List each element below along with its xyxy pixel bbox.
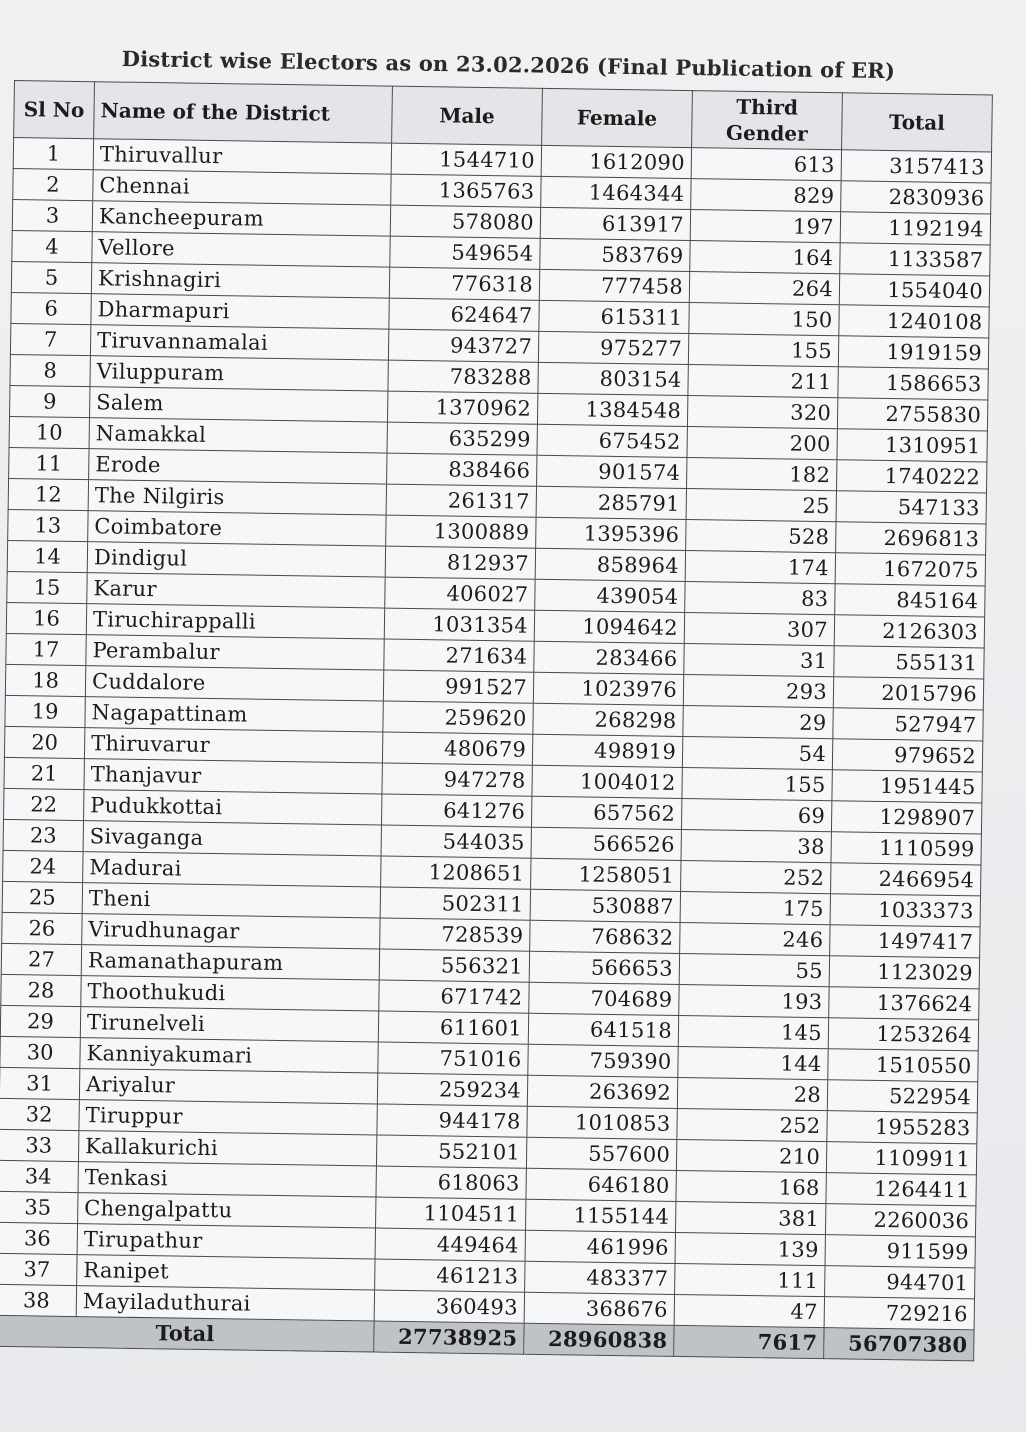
electors-table (0, 80, 993, 1361)
cell-district-name: Sivaganga (83, 821, 381, 856)
cell-third-gender: 293 (683, 675, 833, 708)
cell-total: 1110599 (831, 832, 981, 865)
cell-sl-no: 19 (5, 695, 85, 727)
cell-sl-no: 30 (0, 1036, 80, 1068)
cell-total: 845164 (835, 584, 985, 617)
cell-sl-no: 29 (0, 1005, 80, 1037)
cell-female: 657562 (531, 796, 681, 829)
cell-male: 552101 (376, 1135, 526, 1168)
cell-district-name: Namakkal (89, 418, 387, 453)
cell-total: 2830936 (841, 181, 991, 214)
cell-district-name: Ariyalur (79, 1069, 377, 1104)
cell-male: 783288 (388, 360, 538, 393)
cell-third-gender: 83 (685, 582, 835, 615)
cell-sl-no: 31 (0, 1067, 80, 1099)
cell-male: 991527 (383, 670, 533, 703)
cell-total: 1497417 (830, 925, 980, 958)
cell-total: 547133 (836, 491, 986, 524)
cell-female: 1464344 (541, 176, 691, 209)
cell-male: 812937 (385, 546, 535, 579)
cell-district-name: Ranipet (77, 1255, 375, 1290)
cell-district-name: Theni (82, 883, 380, 918)
cell-male: 544035 (381, 825, 531, 858)
cell-third-gender: 150 (689, 303, 839, 336)
cell-total: 1919159 (838, 336, 988, 369)
cell-female: 498919 (532, 734, 682, 767)
cell-third-gender: 829 (691, 179, 841, 212)
cell-third-gender: 168 (676, 1170, 826, 1203)
cell-district-name: Tenkasi (78, 1162, 376, 1197)
cell-total: 911599 (825, 1235, 975, 1268)
cell-male: 1031354 (384, 608, 534, 641)
cell-sl-no: 24 (3, 850, 83, 882)
header-total: Total (842, 93, 993, 152)
cell-male: 406027 (385, 577, 535, 610)
cell-district-name: Krishnagiri (91, 263, 389, 298)
cell-sl-no: 33 (0, 1129, 79, 1161)
cell-female: 615311 (539, 300, 689, 333)
cell-male: 728539 (380, 918, 530, 951)
cell-female: 1395396 (536, 517, 686, 550)
cell-sl-no: 9 (10, 385, 90, 417)
cell-district-name: Tiruppur (79, 1100, 377, 1135)
cell-district-name: Kallakurichi (78, 1131, 376, 1166)
cell-district-name: Tirupathur (77, 1224, 375, 1259)
cell-third-gender: 155 (688, 334, 838, 367)
cell-female: 1384548 (537, 393, 687, 426)
cell-male: 259620 (383, 701, 533, 734)
cell-male: 271634 (384, 639, 534, 672)
header-female: Female (542, 88, 693, 147)
cell-total: 1123029 (829, 956, 979, 989)
cell-sl-no: 34 (0, 1160, 78, 1192)
cell-sl-no: 35 (0, 1191, 78, 1223)
cell-male: 259234 (377, 1073, 527, 1106)
cell-female: 1155144 (525, 1199, 675, 1232)
cell-male: 1300889 (386, 515, 536, 548)
cell-third-gender: 31 (684, 644, 834, 677)
cell-district-name: Dindigul (87, 542, 385, 577)
cell-total: 1310951 (837, 429, 987, 462)
cell-total: 1109911 (826, 1142, 976, 1175)
header-district-name: Name of the District (94, 82, 393, 143)
cell-female: 704689 (529, 982, 679, 1015)
cell-sl-no: 15 (7, 571, 87, 603)
cell-third-gender: 252 (681, 860, 831, 893)
cell-third-gender: 320 (687, 396, 837, 429)
cell-district-name: Coimbatore (88, 511, 386, 546)
cell-male: 261317 (386, 484, 536, 517)
cell-district-name: Tiruchirappalli (86, 604, 384, 639)
cell-male: 624647 (389, 298, 539, 331)
cell-male: 947278 (382, 763, 532, 796)
cell-male: 618063 (376, 1166, 526, 1199)
cell-sl-no: 11 (9, 447, 89, 479)
cell-male: 1544710 (391, 143, 541, 176)
cell-third-gender: 381 (675, 1201, 825, 1234)
header-third-gender-line2: Gender (725, 120, 808, 146)
cell-third-gender: 47 (674, 1294, 824, 1327)
cell-total: 1951445 (832, 770, 982, 803)
cell-female: 483377 (525, 1261, 675, 1294)
cell-female: 557600 (526, 1137, 676, 1170)
cell-third-gender: 145 (678, 1015, 828, 1048)
cell-female: 975277 (538, 331, 688, 364)
cell-district-name: Ramanathapuram (81, 945, 379, 980)
cell-female: 858964 (535, 548, 685, 581)
cell-district-name: Thoothukudi (81, 976, 379, 1011)
cell-female: 1023976 (533, 672, 683, 705)
cell-male: 1208651 (381, 856, 531, 889)
cell-sl-no: 5 (11, 261, 91, 293)
cell-male: 944178 (377, 1104, 527, 1137)
cell-total: 1192194 (840, 212, 990, 245)
cell-female: 768632 (530, 920, 680, 953)
cell-district-name: Vellore (92, 232, 390, 267)
header-male: Male (392, 86, 543, 145)
cell-sl-no: 4 (12, 230, 92, 262)
cell-male: 671742 (379, 980, 529, 1013)
cell-total: 1586653 (838, 367, 988, 400)
cell-third-gender: 54 (682, 736, 832, 769)
cell-sl-no: 26 (2, 912, 82, 944)
cell-third-gender: 144 (678, 1046, 828, 1079)
cell-third-gender: 38 (681, 829, 831, 862)
cell-male: 1370962 (387, 391, 537, 424)
cell-sl-no: 6 (11, 292, 91, 324)
cell-male: 360493 (374, 1290, 524, 1323)
cell-district-name: Viluppuram (90, 356, 388, 391)
cell-third-gender: 264 (689, 272, 839, 305)
cell-district-name: Chengalpattu (78, 1193, 376, 1228)
cell-male: 838466 (387, 453, 537, 486)
cell-third-gender: 69 (681, 798, 831, 831)
cell-district-name: Thanjavur (84, 759, 382, 794)
cell-district-name: The Nilgiris (88, 480, 386, 515)
cell-district-name: Mayiladuthurai (76, 1286, 374, 1321)
cell-total: 1133587 (840, 243, 990, 276)
cell-district-name: Pudukkottai (84, 790, 382, 825)
cell-sl-no: 12 (8, 478, 88, 510)
cell-third-gender: 25 (686, 489, 836, 522)
cell-third-gender: 211 (688, 365, 838, 398)
cell-sl-no: 37 (0, 1253, 77, 1285)
cell-male: 449464 (375, 1228, 525, 1261)
cell-third-gender: 139 (675, 1232, 825, 1265)
table-body (0, 138, 992, 1330)
cell-female: 1258051 (531, 858, 681, 891)
cell-female: 1612090 (541, 145, 691, 178)
cell-third-gender: 528 (686, 520, 836, 553)
header-third-gender (692, 91, 843, 150)
cell-female: 461996 (525, 1230, 675, 1263)
cell-total: 555131 (834, 646, 984, 679)
cell-total: 2260036 (825, 1204, 975, 1237)
cell-total: 2696813 (836, 522, 986, 555)
cell-female: 285791 (536, 486, 686, 519)
cell-sl-no: 36 (0, 1222, 78, 1254)
cell-total: 1264411 (826, 1173, 976, 1206)
cell-third-gender: 164 (690, 241, 840, 274)
cell-district-name: Salem (89, 387, 387, 422)
cell-male: 549654 (390, 236, 540, 269)
cell-district-name: Thiruvarur (84, 728, 382, 763)
cell-sl-no: 38 (0, 1284, 77, 1316)
cell-third-gender: 613 (691, 148, 841, 181)
header-sl-no: Sl No (14, 81, 95, 139)
cell-female: 263692 (527, 1075, 677, 1108)
cell-district-name: Virudhunagar (82, 914, 380, 949)
cell-male: 578080 (390, 205, 540, 238)
cell-female: 646180 (526, 1168, 676, 1201)
header-third-gender-line1: Third (736, 94, 799, 120)
cell-male: 943727 (388, 329, 538, 362)
cell-district-name: Nagapattinam (85, 697, 383, 732)
cell-female: 1010853 (527, 1106, 677, 1139)
cell-male: 1104511 (376, 1197, 526, 1230)
cell-district-name: Chennai (93, 170, 391, 205)
cell-total: 1240108 (839, 305, 989, 338)
cell-third-gender: 246 (680, 922, 830, 955)
cell-third-gender: 197 (690, 210, 840, 243)
cell-sl-no: 32 (0, 1098, 79, 1130)
cell-female: 613917 (540, 207, 690, 240)
cell-total: 1033373 (830, 894, 980, 927)
cell-sl-no: 1 (13, 138, 93, 170)
cell-sl-no: 2 (13, 168, 93, 200)
document-title: District wise Electors as on 23.02.2026 (Final Publication of ER) (121, 46, 896, 84)
cell-third-gender: 111 (675, 1263, 825, 1296)
cell-third-gender: 200 (687, 427, 837, 460)
cell-sl-no: 22 (4, 788, 84, 820)
cell-total: 1672075 (835, 553, 985, 586)
totals-third-gender: 7617 (674, 1325, 824, 1358)
cell-total: 1554040 (839, 274, 989, 307)
cell-sl-no: 25 (2, 881, 82, 913)
cell-total: 2755830 (837, 398, 987, 431)
cell-male: 1365763 (391, 174, 541, 207)
cell-third-gender: 29 (683, 705, 833, 738)
cell-female: 759390 (528, 1044, 678, 1077)
cell-sl-no: 13 (8, 509, 88, 541)
cell-total: 527947 (833, 708, 983, 741)
cell-female: 777458 (539, 269, 689, 302)
cell-sl-no: 14 (7, 540, 87, 572)
cell-female: 1094642 (534, 610, 684, 643)
cell-total: 2466954 (831, 863, 981, 896)
totals-total: 56707380 (824, 1328, 974, 1361)
cell-third-gender: 175 (680, 891, 830, 924)
cell-female: 566526 (531, 827, 681, 860)
cell-sl-no: 20 (4, 726, 84, 758)
cell-third-gender: 28 (677, 1077, 827, 1110)
cell-female: 675452 (537, 424, 687, 457)
cell-female: 583769 (540, 238, 690, 271)
cell-third-gender: 155 (682, 767, 832, 800)
cell-total: 1298907 (831, 801, 981, 834)
cell-total: 944701 (825, 1266, 975, 1299)
cell-female: 530887 (530, 889, 680, 922)
cell-total: 3157413 (841, 150, 991, 183)
cell-female: 368676 (524, 1292, 674, 1325)
totals-label: Total (0, 1315, 374, 1352)
cell-third-gender: 182 (687, 458, 837, 491)
cell-district-name: Tirunelveli (80, 1007, 378, 1042)
cell-district-name: Erode (89, 449, 387, 484)
cell-male: 502311 (380, 887, 530, 920)
cell-total: 1955283 (827, 1111, 977, 1144)
cell-district-name: Kanniyakumari (80, 1038, 378, 1073)
cell-district-name: Karur (87, 573, 385, 608)
cell-sl-no: 21 (4, 757, 84, 789)
totals-female: 28960838 (524, 1323, 674, 1356)
cell-district-name: Kancheepuram (92, 201, 390, 236)
cell-female: 268298 (533, 703, 683, 736)
cell-district-name: Thiruvallur (93, 139, 391, 174)
cell-male: 776318 (389, 267, 539, 300)
cell-male: 480679 (382, 732, 532, 765)
cell-male: 751016 (378, 1042, 528, 1075)
cell-sl-no: 16 (6, 602, 86, 634)
cell-district-name: Perambalur (86, 635, 384, 670)
cell-sl-no: 10 (9, 416, 89, 448)
cell-third-gender: 252 (677, 1108, 827, 1141)
cell-female: 641518 (528, 1013, 678, 1046)
cell-district-name: Tiruvannamalai (90, 325, 388, 360)
cell-sl-no: 17 (6, 633, 86, 665)
cell-male: 461213 (375, 1259, 525, 1292)
cell-total: 1740222 (836, 460, 986, 493)
cell-third-gender: 307 (684, 613, 834, 646)
cell-district-name: Madurai (83, 852, 381, 887)
cell-district-name: Dharmapuri (91, 294, 389, 329)
cell-total: 979652 (832, 739, 982, 772)
cell-sl-no: 3 (12, 199, 92, 231)
cell-sl-no: 28 (1, 974, 81, 1006)
totals-male: 27738925 (374, 1321, 524, 1354)
cell-third-gender: 55 (679, 953, 829, 986)
cell-district-name: Cuddalore (85, 666, 383, 701)
cell-sl-no: 27 (1, 943, 81, 975)
cell-sl-no: 23 (3, 819, 83, 851)
cell-total: 522954 (827, 1080, 977, 1113)
cell-total: 729216 (824, 1297, 974, 1330)
cell-third-gender: 210 (676, 1139, 826, 1172)
cell-total: 1510550 (828, 1049, 978, 1082)
cell-total: 1253264 (828, 1018, 978, 1051)
cell-male: 641276 (381, 794, 531, 827)
electors-table-wrapper (0, 80, 1004, 1362)
cell-female: 566653 (529, 951, 679, 984)
cell-female: 439054 (535, 579, 685, 612)
cell-third-gender: 174 (685, 551, 835, 584)
cell-sl-no: 18 (5, 664, 85, 696)
cell-male: 635299 (387, 422, 537, 455)
cell-total: 1376624 (829, 987, 979, 1020)
cell-total: 2015796 (833, 677, 983, 710)
cell-female: 1004012 (532, 765, 682, 798)
cell-sl-no: 7 (10, 323, 90, 355)
cell-sl-no: 8 (10, 354, 90, 386)
cell-female: 803154 (538, 362, 688, 395)
cell-male: 556321 (379, 949, 529, 982)
cell-total: 2126303 (834, 615, 984, 648)
cell-female: 901574 (537, 455, 687, 488)
cell-male: 611601 (378, 1011, 528, 1044)
cell-third-gender: 193 (679, 984, 829, 1017)
cell-female: 283466 (534, 641, 684, 674)
